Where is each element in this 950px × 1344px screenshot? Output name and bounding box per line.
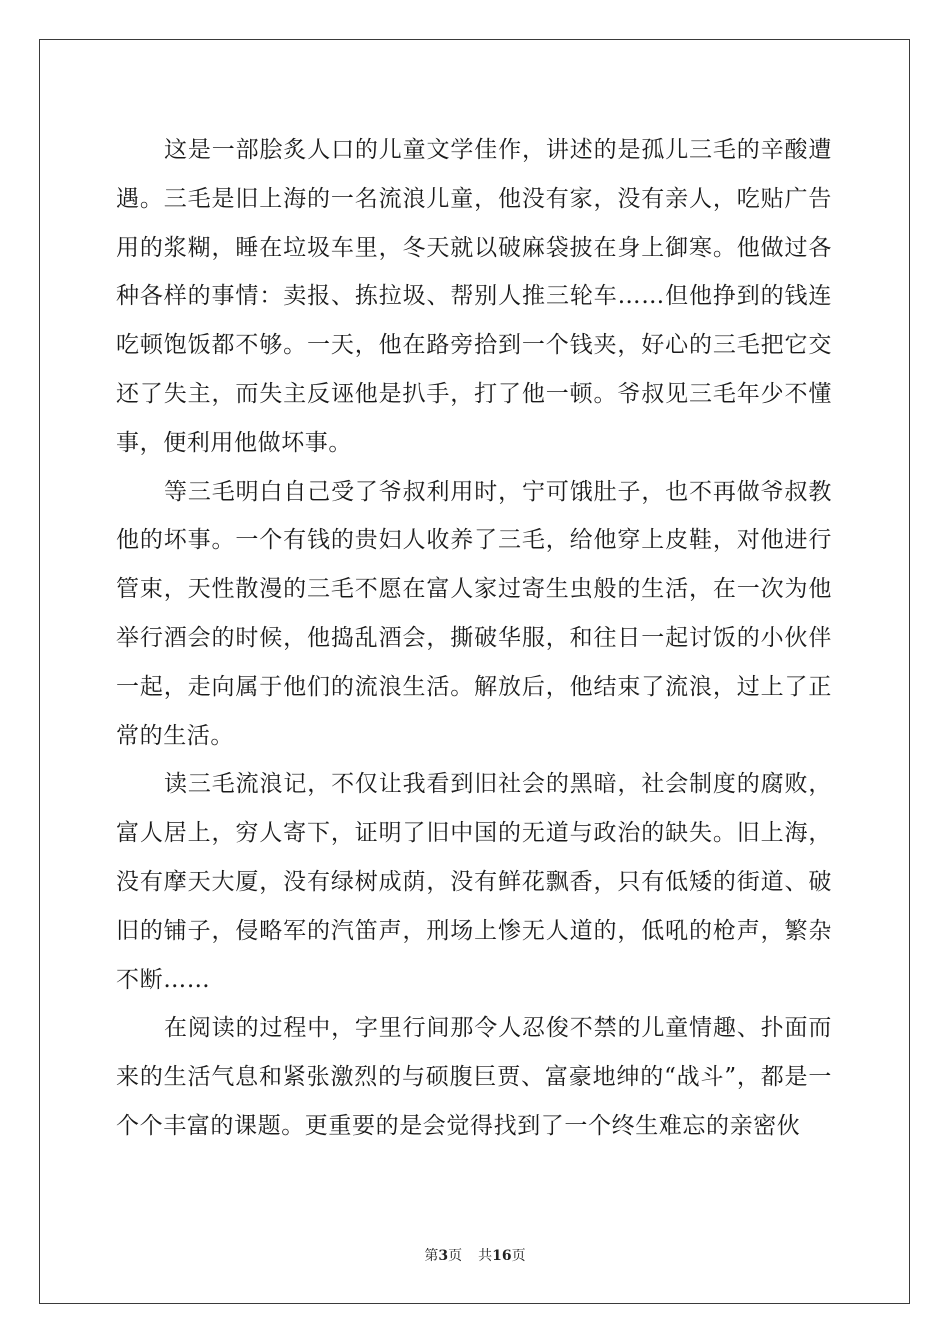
page-number-total: 16 [492,1248,512,1264]
page-total-prefix: 共 [478,1248,493,1264]
paragraph: 等三毛明白自己受了爷叔利用时，宁可饿肚子，也不再做爷叔教他的坏事。一个有钱的贵妇人收养了三毛，给他穿上皮鞋，对他进行管束，天性散漫的三毛不愿在富人家过寄生虫般的生活，在一次为他举行酒会的时候，他捣乱酒会，撕破华服，和往日一起讨饭的小伙伴一起，走向属于他们的流浪生活。解放后，他结束了流浪，过上了正常的生活。 [116,478,832,749]
page-footer [0,1246,950,1266]
page-number-current: 3 [438,1248,449,1264]
page-number-prefix: 第 [424,1248,439,1264]
page-number-suffix: 页 [448,1248,463,1264]
paragraph: 这是一部脍炙人口的儿童文学佳作，讲述的是孤儿三毛的辛酸遭遇。三毛是旧上海的一名流浪儿童，他没有家，没有亲人，吃贴广告用的浆糊，睡在垃圾车里，冬天就以破麻袋披在身上御寒。他做过各种各样的事情：卖报、拣拉圾、帮别人推三轮车……但他挣到的钱连吃顿饱饭都不够。一天，他在路旁拾到一个钱夹，好心的三毛把它交还了失主，而失主反诬他是扒手，打了他一顿。爷叔见三毛年少不懂事，便利用他做坏事。 [116,137,832,456]
paragraph: 读三毛流浪记，不仅让我看到旧社会的黑暗，社会制度的腐败，富人居上，穷人寄下，证明了旧中国的无道与政治的缺失。旧上海，没有摩天大厦，没有绿树成荫，没有鲜花飘香，只有低矮的街道、破旧的铺子，侵略军的汽笛声，刑场上惨无人道的，低吼的枪声，繁杂不断…… [116,771,832,993]
page-total-suffix: 页 [511,1248,526,1264]
document-body [116,126,832,1151]
paragraph: 在阅读的过程中，字里行间那令人忍俊不禁的儿童情趣、扑面而来的生活气息和紧张激烈的与硕腹巨贾、富豪地绅的“战斗”，都是一个个丰富的课题。更重要的是会觉得找到了一个终生难忘的亲密伙 [116,1015,832,1139]
